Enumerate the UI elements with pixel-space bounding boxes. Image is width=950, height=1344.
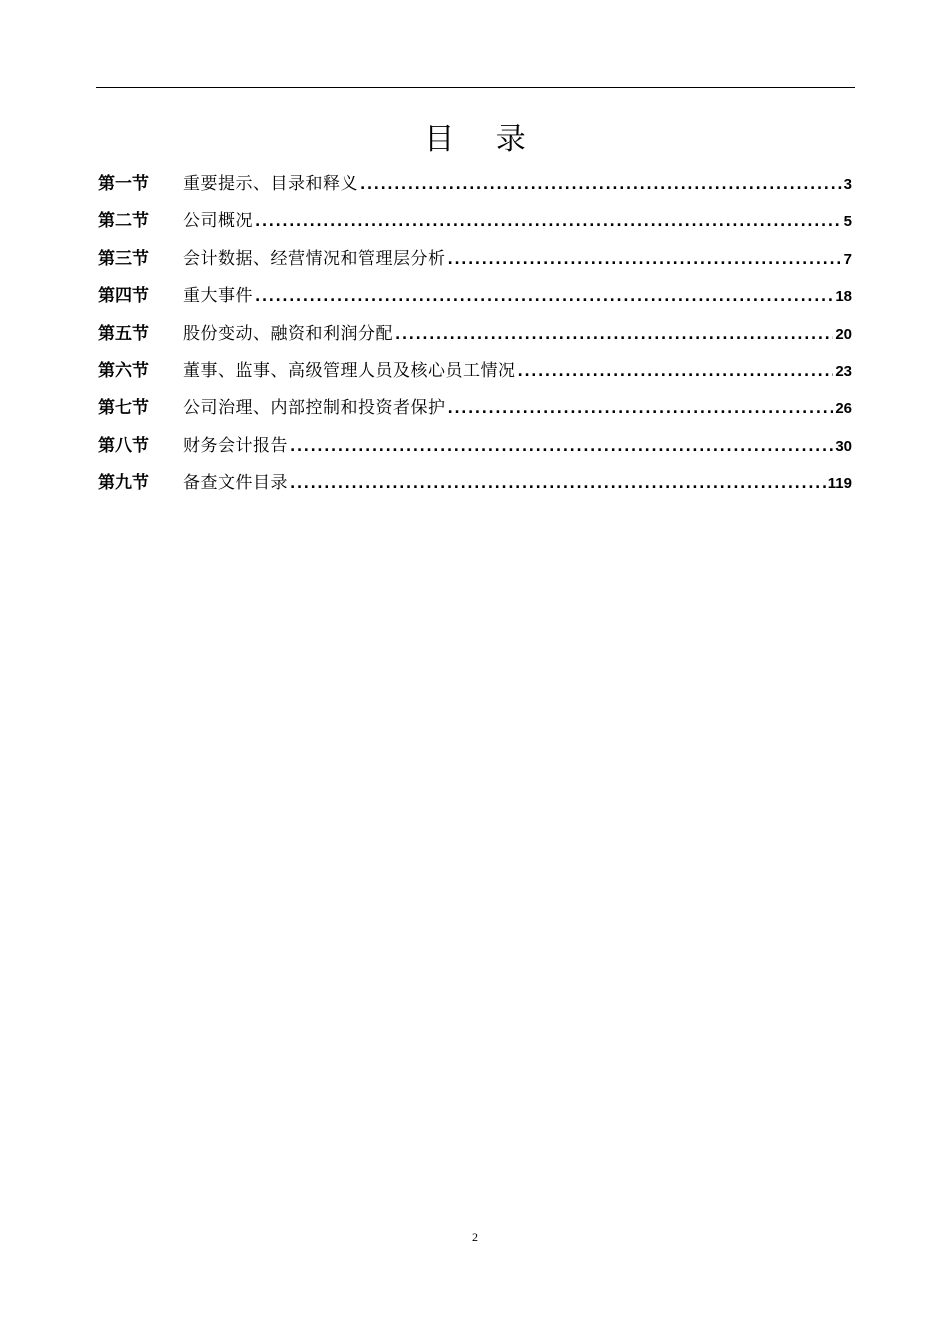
toc-page-number: 20 [835, 325, 852, 343]
header-rule [96, 87, 855, 88]
toc-page-number: 5 [843, 213, 852, 231]
toc-entry[interactable] [98, 169, 852, 206]
toc-section-name: 股份变动、融资和利润分配 [183, 323, 393, 344]
toc-section-name: 财务会计报告 [183, 435, 288, 456]
toc-page-number: 23 [835, 362, 852, 380]
toc-section-number: 第七节 [98, 398, 149, 419]
toc-entry[interactable] [98, 468, 852, 505]
toc-section-number: 第九节 [98, 473, 149, 494]
toc-dot-leader [395, 320, 833, 350]
toc-section-name: 公司治理、内部控制和投资者保护 [183, 398, 446, 419]
toc-entry[interactable] [98, 393, 852, 430]
toc-dot-leader [255, 282, 833, 312]
toc-dot-leader [518, 357, 834, 387]
toc-entry[interactable] [98, 244, 852, 281]
toc-title: 目 录 [424, 122, 542, 157]
toc-page-number: 18 [835, 288, 852, 306]
toc-entry[interactable] [98, 319, 852, 356]
toc-dot-leader [448, 245, 842, 275]
toc-page-number: 3 [843, 176, 852, 193]
toc-dot-leader [360, 170, 842, 200]
toc-section-number: 第五节 [98, 323, 149, 344]
toc-entry[interactable] [98, 431, 852, 468]
toc-section-name: 备查文件目录 [183, 473, 288, 494]
toc-entry[interactable] [98, 281, 852, 318]
toc-dot-leader [290, 432, 833, 462]
toc-section-name: 董事、监事、高级管理人员及核心员工情况 [183, 360, 516, 381]
toc-dot-leader [255, 207, 842, 237]
toc-section-number: 第二节 [98, 211, 149, 232]
toc-section-name: 会计数据、经营情况和管理层分析 [183, 248, 446, 269]
toc-entry[interactable] [98, 206, 852, 243]
toc-section-name: 重要提示、目录和释义 [183, 174, 358, 194]
toc-entry[interactable] [98, 356, 852, 393]
toc-dot-leader [290, 469, 826, 499]
toc-page-number: 30 [835, 437, 852, 455]
toc-section-number: 第六节 [98, 360, 149, 381]
toc-page-number: 26 [835, 400, 852, 418]
toc-section-number: 第三节 [98, 248, 149, 269]
toc-page-number: 119 [827, 475, 852, 493]
toc-section-name: 重大事件 [183, 286, 253, 307]
toc-section-number: 第四节 [98, 286, 149, 307]
toc-section-number: 第八节 [98, 435, 149, 456]
table-of-contents [98, 169, 852, 506]
toc-dot-leader [448, 394, 834, 424]
footer-page-number: 2 [472, 1230, 478, 1244]
toc-section-name: 公司概况 [183, 211, 253, 232]
toc-page-number: 7 [843, 250, 852, 268]
toc-section-number: 第一节 [98, 174, 149, 194]
